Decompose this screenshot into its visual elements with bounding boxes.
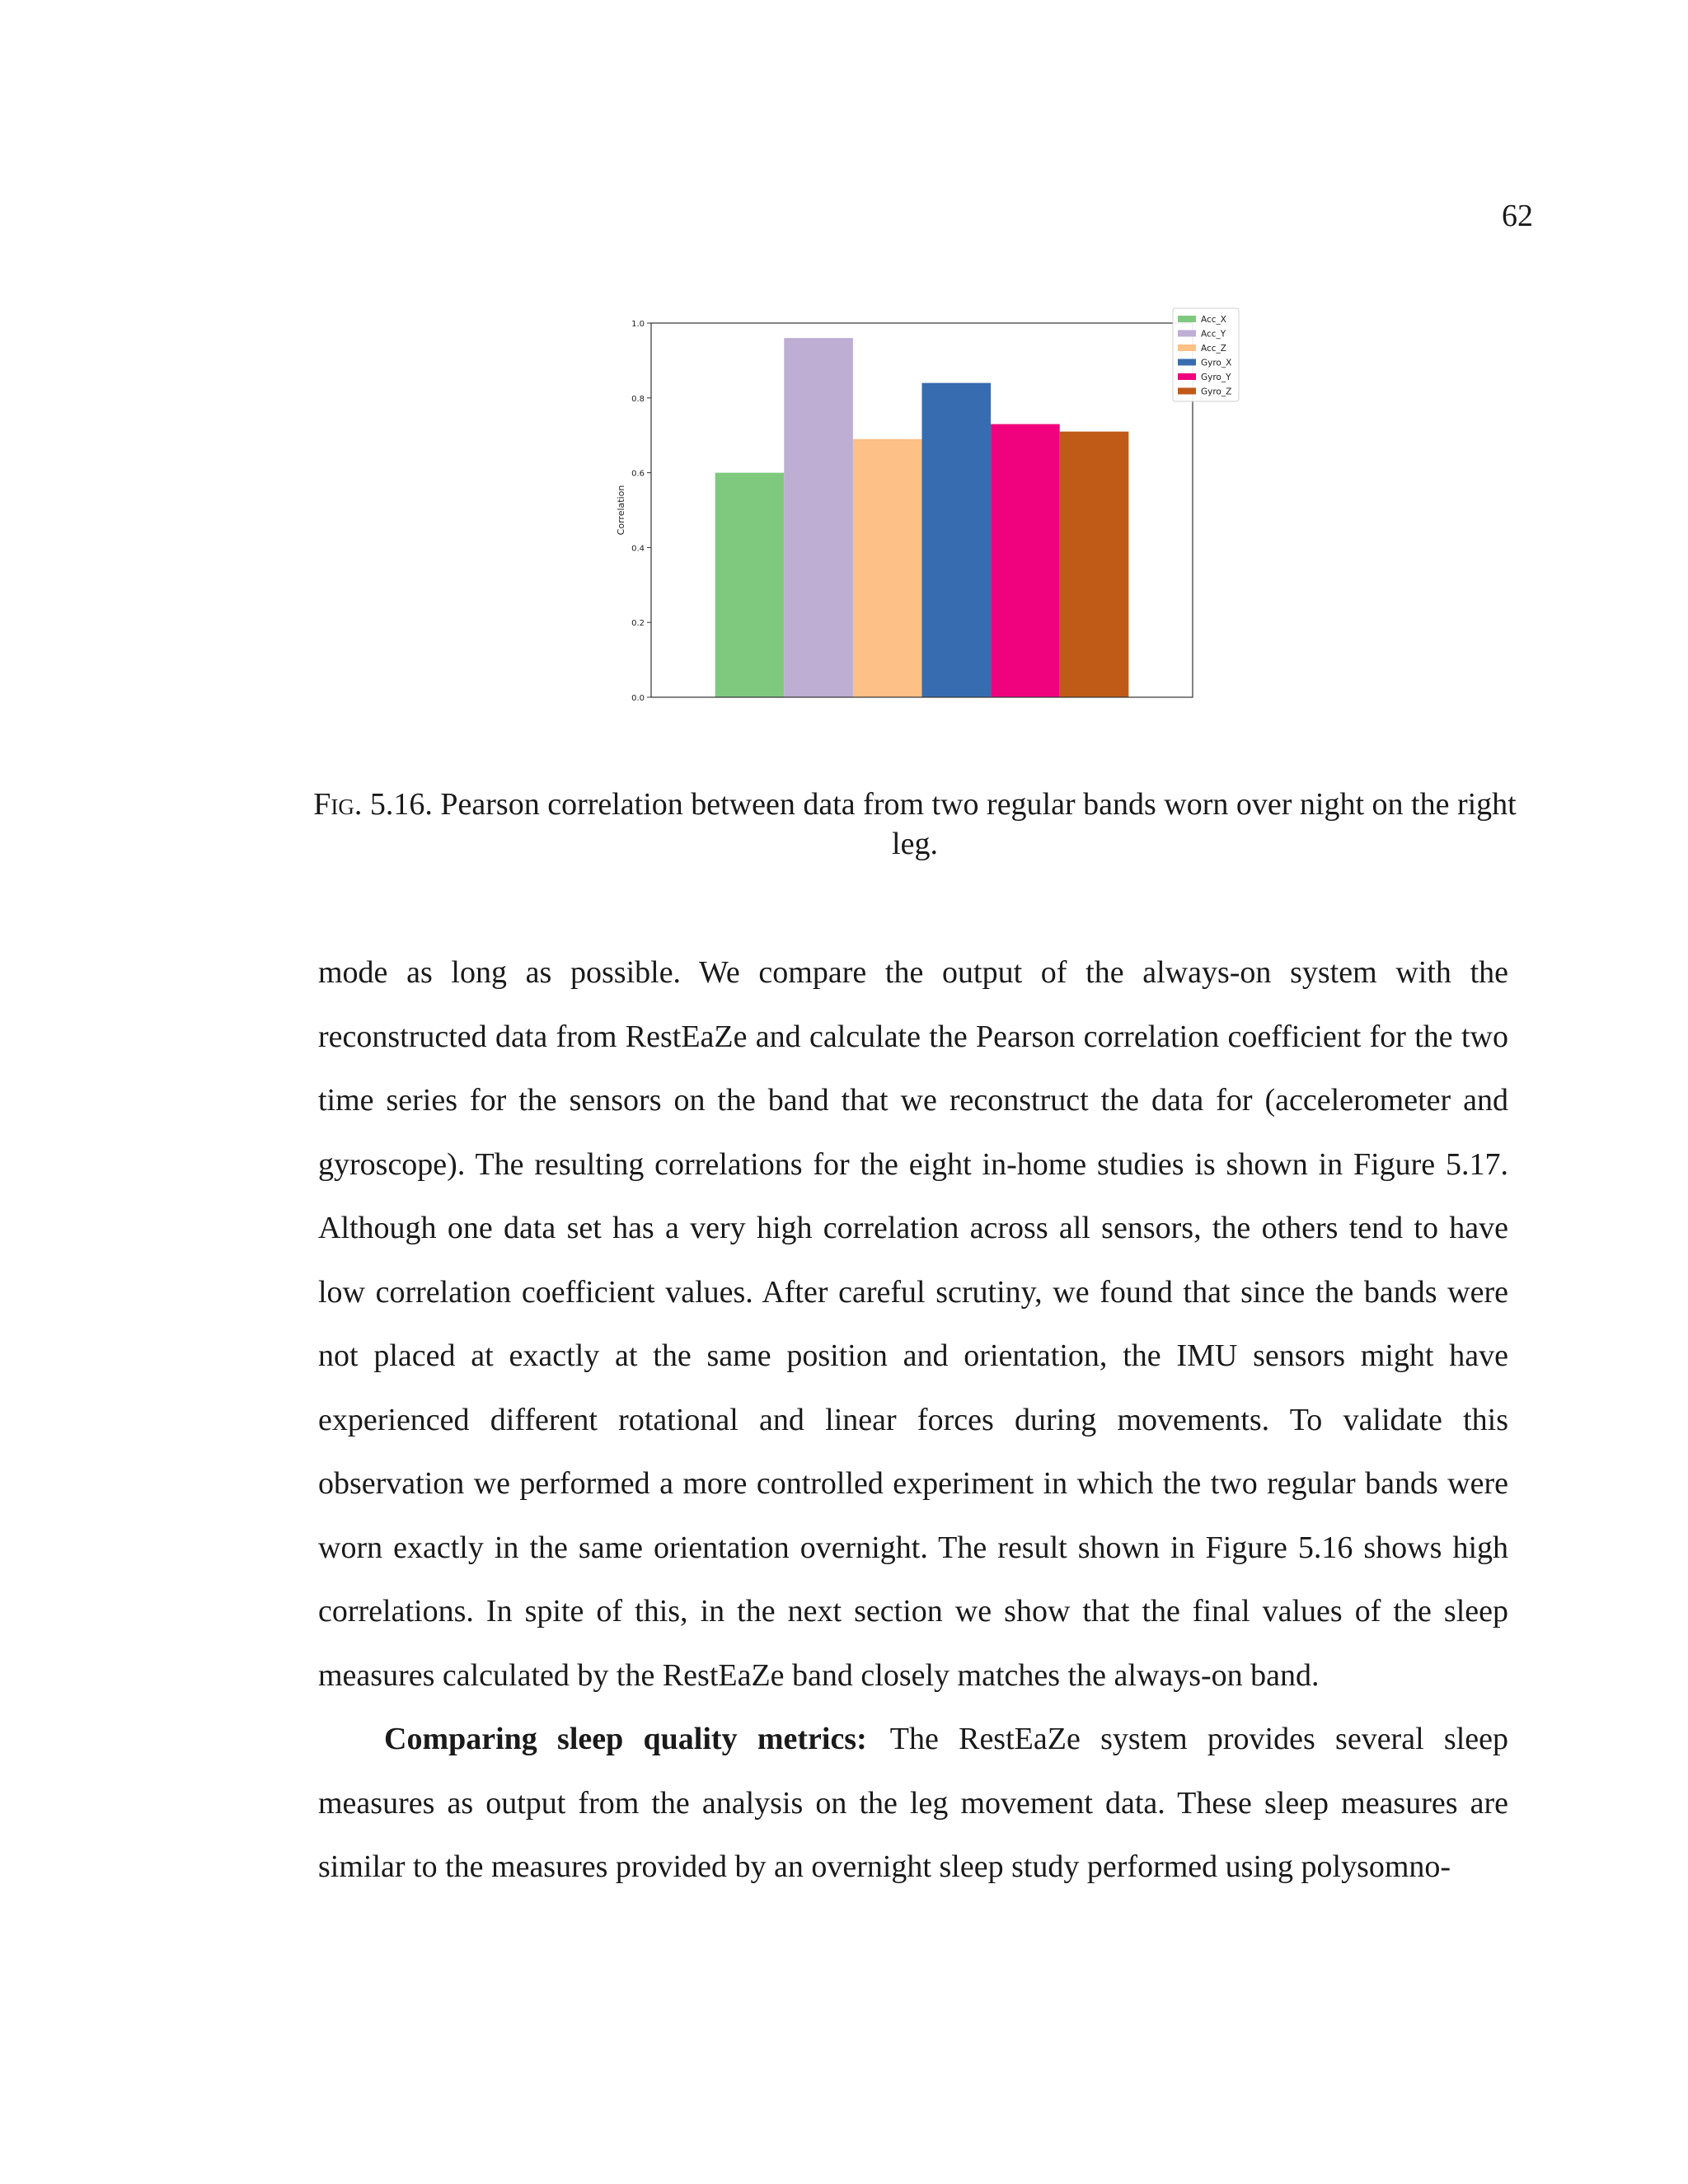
y-axis [631,320,651,703]
run-in-heading: Comparing sleep quality metrics: [384,1722,867,1756]
legend [1173,308,1239,401]
legend-swatch [1178,330,1196,337]
y-tick-label: 0.2 [631,619,645,629]
legend-swatch [1178,373,1196,380]
bar-gyro-x [922,383,992,697]
legend-swatch [1178,344,1196,351]
legend-label: Gyro_Y [1201,373,1231,382]
legend-swatch [1178,359,1196,366]
figure-caption-prefix: Fig. [313,787,363,822]
y-tick-label: 0.4 [631,544,645,554]
bar-acc-y [784,338,853,697]
figure-caption-text: 5.16. Pearson correlation between data from two regular bands worn over night on the right leg. [362,787,1517,861]
legend-label: Acc_Y [1201,329,1226,340]
legend-label: Gyro_X [1201,358,1232,368]
bar-group [715,338,1129,697]
bar-acc-z [853,439,922,697]
legend-label: Acc_Z [1201,344,1226,354]
legend-swatch [1178,316,1196,322]
legend-label: Acc_X [1201,315,1226,325]
bar-chart [602,301,1261,713]
paragraph: mode as long as possible. We compare the output of the always-on system with the reconstructed data from RestEaZe and calculate the Pearson correlation coefficient for the two time series for the sensors on the band that we reconstruct the data for (accelerometer and gyroscope). The resulting correlations for the eight in-home studies is shown in Figure 5.17. Although one data set has a very high correlation across all sensors, the others tend to have low correlation coefficient values. After careful scrutiny, we found that since the bands were not placed at exactly at the same position and orientation, the IMU sensors might have experienced different rotational and linear forces during movements. To validate this observation we performed a more controlled experiment in which the two regular bands were worn exactly in the same orientation overnight. The result shown in Figure 5.16 shows high correlations. In spite of this, in the next section we show that the final values of the sleep measures calculated by the RestEaZe band closely matches the always-on band. [318,955,1508,1693]
y-tick-label: 0.0 [631,694,645,703]
body-text [318,941,1508,1900]
figure-caption [305,785,1525,864]
page-number: 62 [1502,199,1533,233]
bar-acc-x [715,473,785,697]
paragraph [318,1708,1508,1900]
y-tick-label: 0.6 [631,469,645,479]
legend-label: Gyro_Z [1201,387,1232,397]
bar-gyro-y [991,424,1060,697]
bar-gyro-z [1060,432,1129,697]
paragraph-text: The RestEaZe system provides several sleep measures as output from the analysis on the leg movement data. These sleep measures are similar to the measures provided by an overnight sleep study performed using polysomno- [318,1722,1508,1884]
y-axis-label: Correlation [616,485,626,536]
y-tick-label: 0.8 [631,394,645,404]
legend-swatch [1178,388,1196,395]
y-tick-label: 1.0 [631,320,645,329]
